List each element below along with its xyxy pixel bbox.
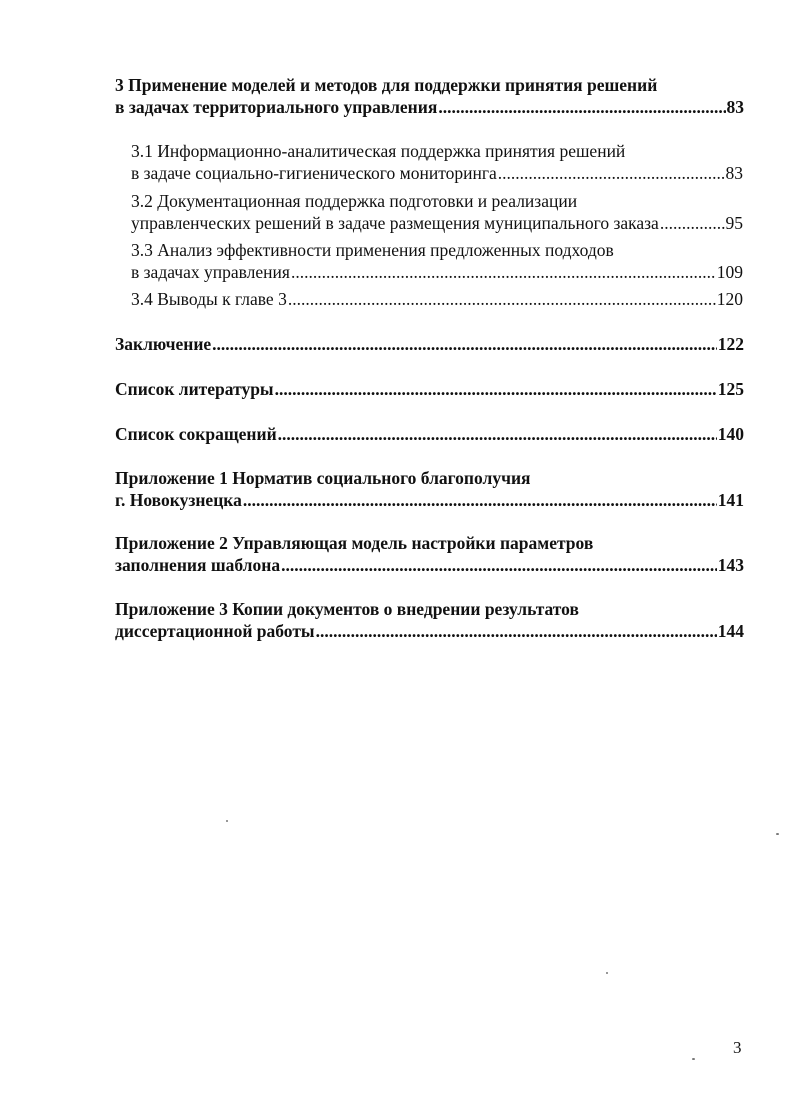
- toc-page-number: 95: [725, 213, 743, 233]
- toc-entry-references[interactable]: [115, 378, 744, 400]
- dot-leader: [212, 333, 717, 355]
- toc-entry-title-line2: в задачах управления: [131, 262, 290, 282]
- toc-entry-title: Список литературы: [115, 379, 274, 399]
- dot-leader: [498, 162, 725, 184]
- scan-speck: [776, 833, 779, 835]
- toc-entry-title-line2: заполнения шаблона: [115, 555, 281, 575]
- scan-speck: [606, 972, 608, 974]
- toc-entry-title-line2: диссертационной работы: [115, 621, 315, 641]
- toc-entry-title-line1: Приложение 1 Норматив социального благополучия: [115, 468, 531, 488]
- page-number: 3: [733, 1038, 742, 1057]
- toc-page-number: 83: [726, 97, 744, 117]
- toc-entry-title-line1: Приложение 3 Копии документов о внедрении результатов: [115, 599, 579, 619]
- toc-entry-title-line2: управленческих решений в задаче размещения муниципального заказа: [131, 213, 659, 233]
- toc-entry-section-3-4[interactable]: [131, 288, 743, 310]
- toc-page-number: 109: [716, 262, 743, 282]
- toc-entry-title: Заключение: [115, 334, 212, 354]
- toc-entry-conclusion[interactable]: [115, 333, 744, 355]
- toc-entry-title-line1: 3.3 Анализ эффективности применения предложенных подходов: [131, 240, 614, 260]
- dot-leader: [278, 423, 717, 445]
- toc-entry-title-line2: в задачах территориального управления: [115, 97, 438, 117]
- dot-leader: [660, 212, 725, 234]
- toc-entry-section-3-1[interactable]: [131, 140, 743, 184]
- scan-speck: [692, 1058, 695, 1060]
- toc-entry-section-3-2[interactable]: [131, 190, 743, 234]
- toc-entry-title-line1: Приложение 2 Управляющая модель настройки параметров: [115, 533, 594, 553]
- toc-entry-abbreviations[interactable]: [115, 423, 744, 445]
- toc-page-number: 125: [717, 379, 744, 399]
- scan-speck: [226, 820, 228, 822]
- toc-entry-appendix-3[interactable]: [115, 598, 744, 642]
- toc-page-number: 141: [717, 490, 744, 510]
- toc-page-number: 120: [716, 289, 743, 309]
- toc-entry-title: 3.4 Выводы к главе 3: [131, 289, 287, 309]
- toc-entry-appendix-1[interactable]: [115, 467, 744, 511]
- toc-entry-title-line2: в задаче социально-гигиенического мониторинга: [131, 163, 497, 183]
- toc-entry-appendix-2[interactable]: [115, 532, 744, 576]
- dot-leader: [243, 489, 717, 511]
- toc-page-number: 140: [717, 424, 744, 444]
- toc-page-number: 83: [725, 163, 743, 183]
- toc-page-number: 143: [717, 555, 744, 575]
- dot-leader: [288, 288, 716, 310]
- toc-entry-title-line2: г. Новокузнецка: [115, 490, 242, 510]
- dot-leader: [291, 261, 716, 283]
- toc-entry-title-line1: 3 Применение моделей и методов для поддержки принятия решений: [115, 75, 658, 95]
- dot-leader: [316, 620, 717, 642]
- toc-entry-chapter-3[interactable]: [115, 74, 744, 118]
- toc-page-number: 144: [717, 621, 744, 641]
- dot-leader: [275, 378, 717, 400]
- toc-entry-title-line1: 3.2 Документационная поддержка подготовки и реализации: [131, 191, 578, 211]
- dot-leader: [438, 96, 725, 118]
- dot-leader: [281, 554, 717, 576]
- toc-entry-section-3-3[interactable]: [131, 239, 743, 283]
- toc-entry-title-line1: 3.1 Информационно-аналитическая поддержка принятия решений: [131, 141, 626, 161]
- toc-page-number: 122: [717, 334, 744, 354]
- toc-entry-title: Список сокращений: [115, 424, 277, 444]
